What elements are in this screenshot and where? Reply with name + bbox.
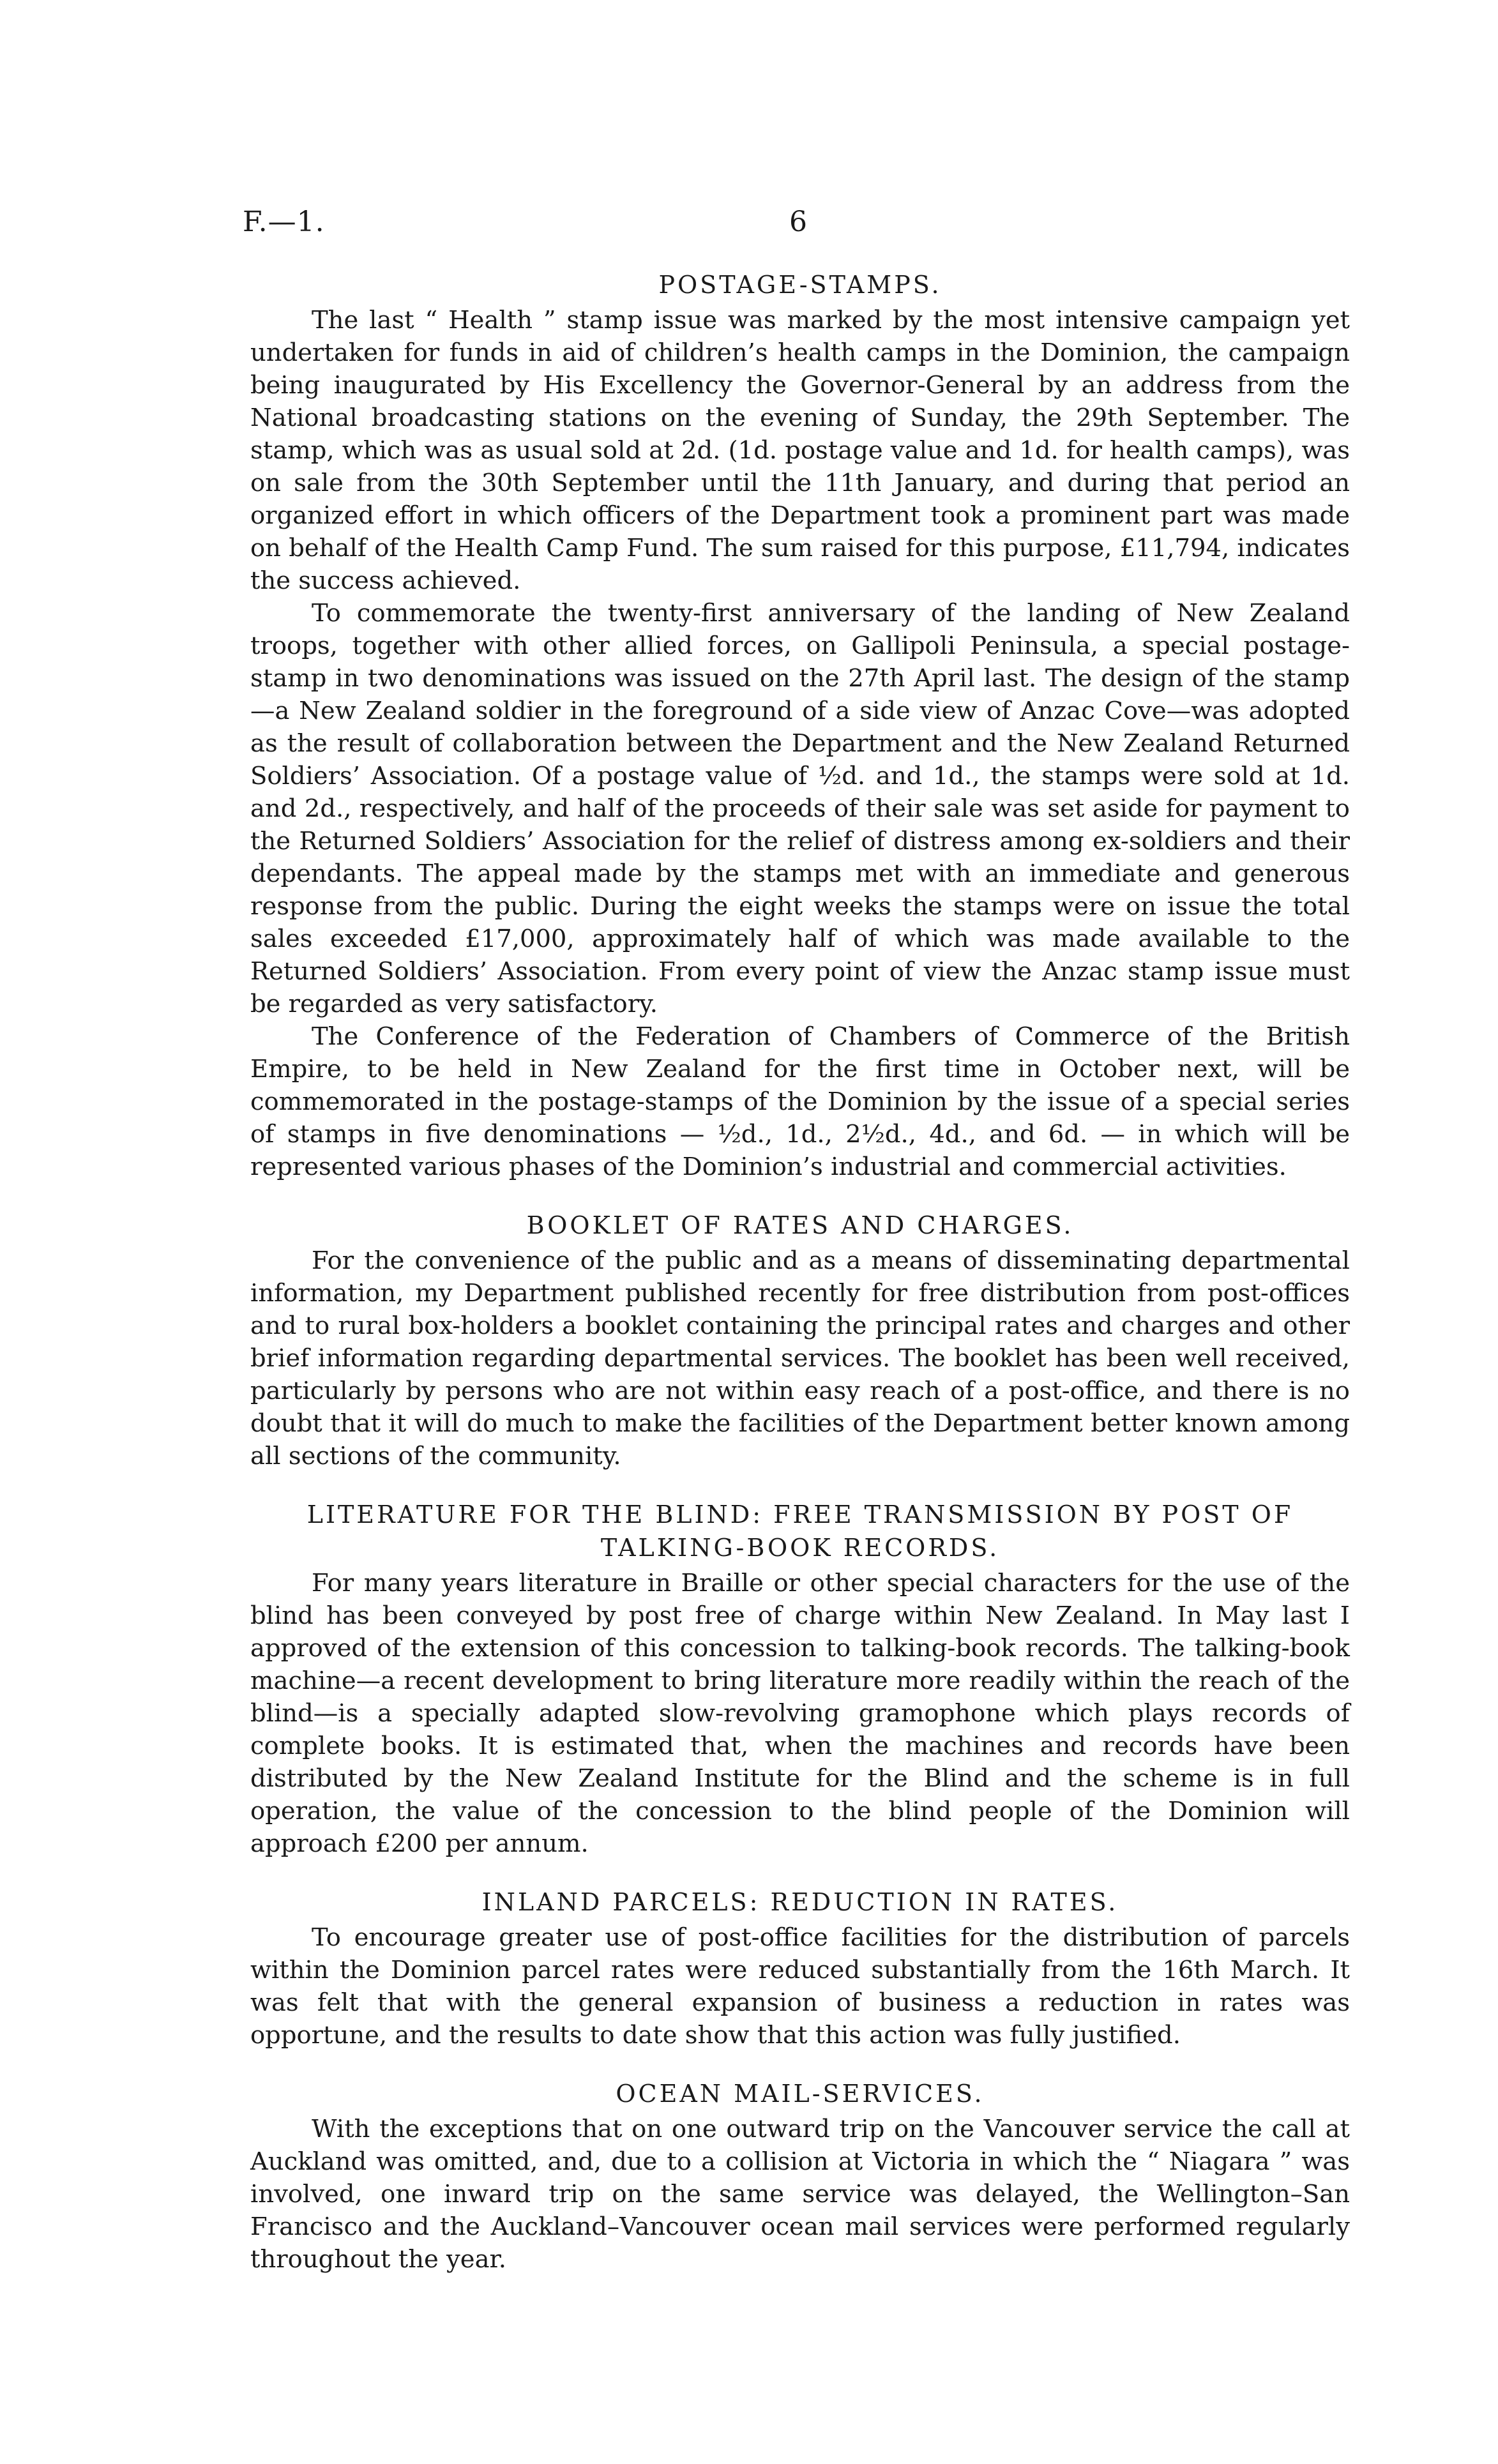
paragraph: With the exceptions that on one outward trip on the Vancouver service the call at Auckland was omitted, and, due to a collision at Victoria in which the “ Niagara ” was involved, one inward trip on the same service was delayed, the Wellington–San Francisco and the Auckland–Vancouver ocean mail services were performed regularly throughout the year. bbox=[250, 2115, 1350, 2274]
section-inland-parcels bbox=[250, 1886, 1350, 2052]
section-booklet-of-rates bbox=[250, 1209, 1350, 1472]
page-body bbox=[250, 268, 1350, 2276]
page-number: 6 bbox=[789, 206, 807, 238]
section-heading: OCEAN MAIL-SERVICES. bbox=[616, 2080, 985, 2108]
section-heading-line: LITERATURE FOR THE BLIND: FREE TRANSMISSION BY POST OF bbox=[306, 1500, 1294, 1529]
paragraph: For the convenience of the public and as a means of disseminating departmental information, my Department published recently for free distribution from post-offices and to rural box-holders a booklet containing the principal rates and charges and other brief information regarding departmental services. The booklet has been well received, particularly by persons who are not within easy reach of a post-office, and there is no doubt that it will do much to make the facilities of the Department better known among all sections of the community. bbox=[250, 1246, 1350, 1470]
page-header bbox=[243, 206, 1354, 244]
paragraph: For many years literature in Braille or other special characters for the use of the blind has been conveyed by post free of charge within New Zealand. In May last I approved of the extension of this concession to talking-book records. The talking-book machine—a recent development to bring literature more readily within the reach of the blind—is a specially adapted slow-revolving gramophone which plays records of complete books. It is estimated that, when the machines and records have been distributed by the New Zealand Institute for the Blind and the scheme is in full operation, the value of the concession to the blind people of the Dominion will approach £200 per annum. bbox=[250, 1569, 1350, 1858]
paragraph: The Conference of the Federation of Chambers of Commerce of the British Empire, to be held in New Zealand for the first time in October next, will be commemorated in the postage-stamps of the Dominion by the issue of a special series of stamps in five denominations — ½d., 1d., 2½d., 4d., and 6d. — in which will be represented various phases of the Dominion’s industrial and commercial activities. bbox=[250, 1022, 1350, 1181]
section-heading bbox=[250, 1498, 1350, 1564]
document-reference: F.—1. bbox=[243, 206, 325, 238]
section-ocean-mail-services bbox=[250, 2077, 1350, 2276]
paragraph: To encourage greater use of post-office facilities for the distribution of parcels within the Dominion parcel rates were reduced substantially from the 16th March. It was felt that with the general expansion of business a reduction in rates was opportune, and the results to date show that this action was fully justified. bbox=[250, 1923, 1350, 2050]
section-heading-line: TALKING-BOOK RECORDS. bbox=[600, 1534, 1000, 1562]
section-heading: POSTAGE-STAMPS. bbox=[658, 271, 942, 299]
paragraph: The last “ Health ” stamp issue was marked by the most intensive campaign yet undertaken for funds in aid of children’s health camps in the Dominion, the campaign being inaugurated by His Excellency the Governor-General by an address from the National broadcasting stations on the evening of Sunday, the 29th September. The stamp, which was as usual sold at 2d. (1d. postage value and 1d. for health camps), was on sale from the 30th September until the 11th January, and during that period an organized effort in which officers of the Department took a prominent part was made on behalf of the Health Camp Fund. The sum raised for this purpose, £11,794, indicates the success achieved. bbox=[250, 306, 1350, 595]
section-heading: INLAND PARCELS: REDUCTION IN RATES. bbox=[481, 1888, 1119, 1916]
paragraph: To commemorate the twenty-first anniversary of the landing of New Zealand troops, together with other allied forces, on Gallipoli Peninsula, a special postage-stamp in two denominations was issued on the 27th April last. The design of the stamp—a New Zealand soldier in the foreground of a side view of Anzac Cove—was adopted as the result of collaboration between the Department and the New Zealand Returned Soldiers’ Association. Of a postage value of ½d. and 1d., the stamps were sold at 1d. and 2d., respectively, and half of the proceeds of their sale was set aside for payment to the Returned Soldiers’ Association for the relief of distress among ex-soldiers and their dependants. The appeal made by the stamps met with an immediate and generous response from the public. During the eight weeks the stamps were on issue the total sales exceeded £17,000, approximately half of which was made available to the Returned Soldiers’ Association. From every point of view the Anzac stamp issue must be regarded as very satisfactory. bbox=[250, 599, 1350, 1018]
section-literature-for-the-blind bbox=[250, 1498, 1350, 1860]
section-postage-stamps bbox=[250, 268, 1350, 1183]
section-heading: BOOKLET OF RATES AND CHARGES. bbox=[526, 1211, 1074, 1239]
